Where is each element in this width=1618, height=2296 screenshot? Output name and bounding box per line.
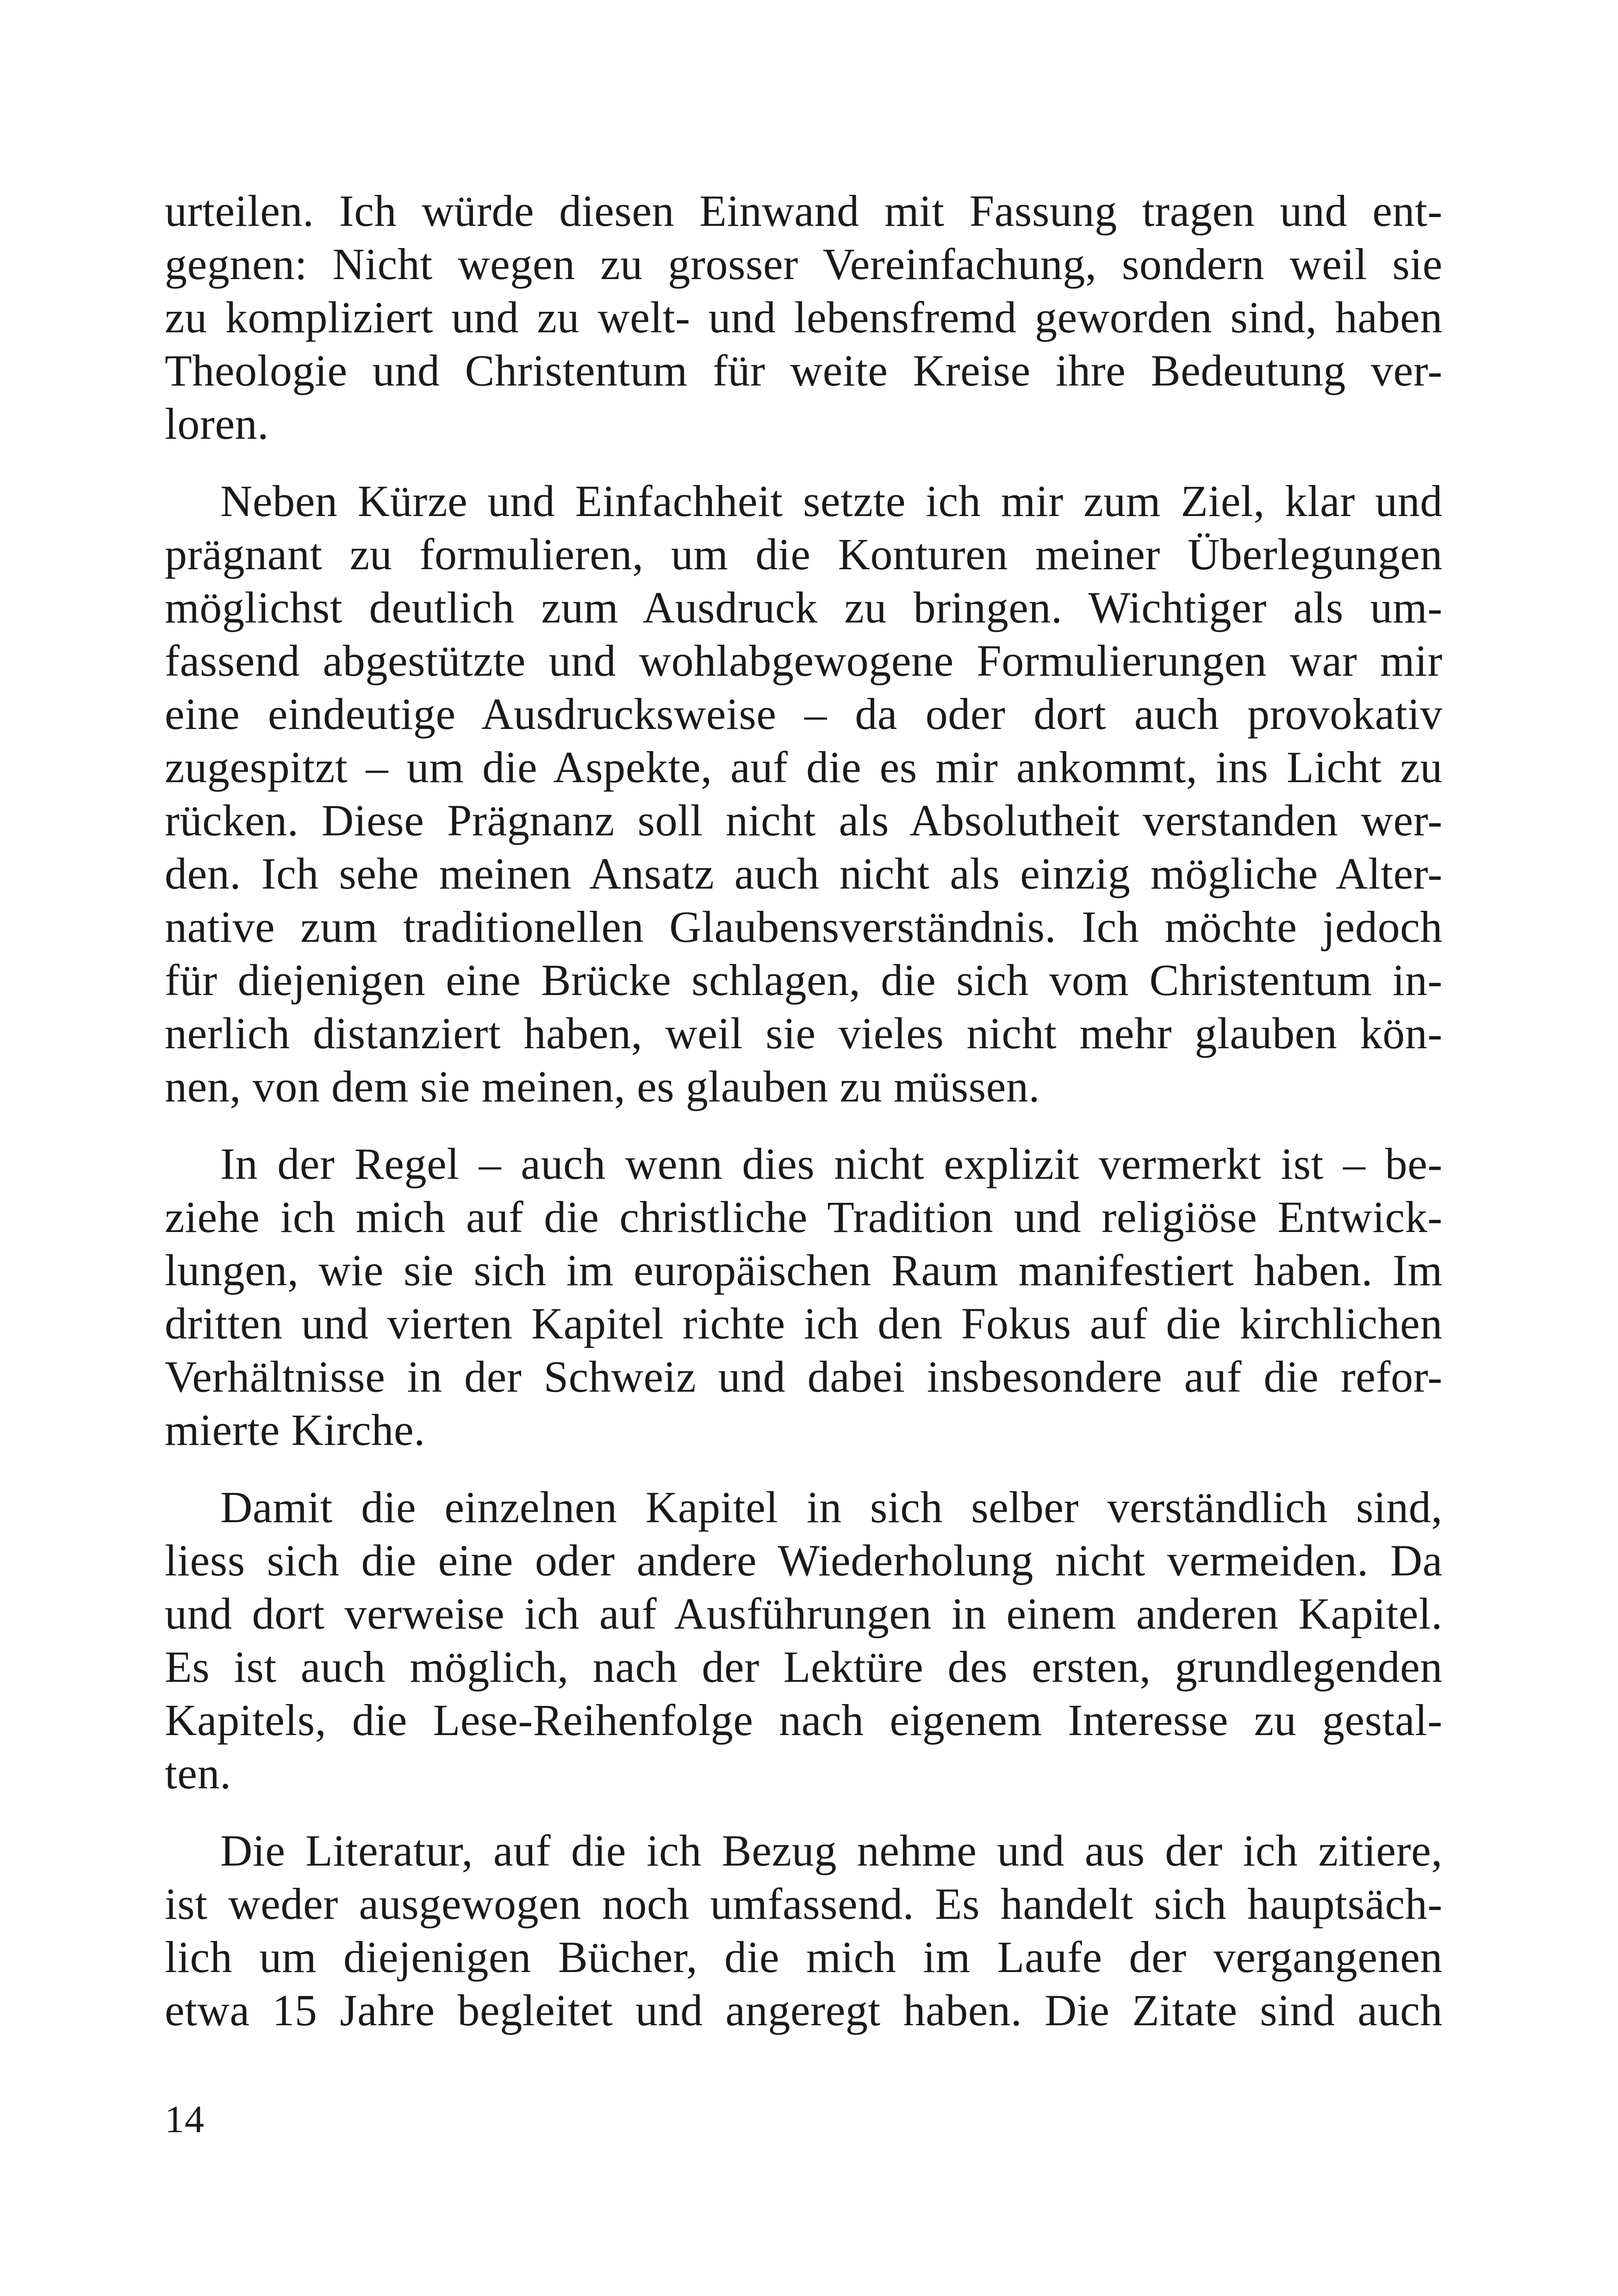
text-line: Neben Kürze und Einfachheit setzte ich mir zum Ziel, klar und bbox=[220, 476, 1443, 526]
text-line: eine eindeutige Ausdrucksweise – da oder dort auch provokativ bbox=[165, 689, 1443, 739]
text-line: etwa 15 Jahre begleitet und angeregt haben. Die Zitate sind auch bbox=[165, 1985, 1443, 2035]
text-line: native zum traditionellen Glaubensverständnis. Ich möchte jedoch bbox=[165, 902, 1443, 952]
text-line: Verhältnisse in der Schweiz und dabei insbesondere auf die refor- bbox=[165, 1352, 1443, 1401]
text-line: für diejenigen eine Brücke schlagen, die sich vom Christentum in- bbox=[165, 955, 1443, 1005]
text-line: ist weder ausgewogen noch umfassend. Es handelt sich hauptsäch- bbox=[165, 1879, 1443, 1929]
text-line: nen, von dem sie meinen, es glauben zu müssen. bbox=[165, 1062, 1040, 1111]
paragraph bbox=[165, 1137, 1443, 1456]
text-line: zugespitzt – um die Aspekte, auf die es mir ankommt, ins Licht zu bbox=[165, 742, 1443, 792]
text-line: fassend abgestützte und wohlabgewogene Formulierungen war mir bbox=[165, 636, 1443, 685]
text-line: In der Regel – auch wenn dies nicht explizit vermerkt ist – be- bbox=[220, 1139, 1443, 1188]
paragraph bbox=[165, 1481, 1443, 1800]
text-line: Es ist auch möglich, nach der Lektüre des ersten, grundlegenden bbox=[165, 1642, 1443, 1692]
text-line: prägnant zu formulieren, um die Konturen meiner Überlegungen bbox=[165, 529, 1443, 579]
text-line: lich um diejenigen Bücher, die mich im Laufe der vergangenen bbox=[165, 1932, 1443, 1982]
text-line: zu kompliziert und zu welt- und lebensfremd geworden sind, haben bbox=[165, 292, 1443, 342]
page-number: 14 bbox=[165, 2098, 205, 2141]
text-line: urteilen. Ich würde diesen Einwand mit Fassung tragen und ent- bbox=[165, 186, 1443, 236]
text-line: dritten und vierten Kapitel richte ich den Fokus auf die kirchlichen bbox=[165, 1299, 1443, 1348]
text-line: ten. bbox=[165, 1748, 231, 1798]
paragraph bbox=[165, 184, 1443, 450]
text-line: Theologie und Christentum für weite Kreise ihre Bedeutung ver- bbox=[165, 346, 1443, 395]
text-line: liess sich die eine oder andere Wiederholung nicht vermeiden. Da bbox=[165, 1536, 1443, 1585]
text-line: Kapitels, die Lese-Reihenfolge nach eigenem Interesse zu gestal- bbox=[165, 1695, 1443, 1745]
text-line: ziehe ich mich auf die christliche Tradition und religiöse Entwick- bbox=[165, 1192, 1443, 1242]
paragraph bbox=[165, 474, 1443, 1113]
text-line: lungen, wie sie sich im europäischen Raum manifestiert haben. Im bbox=[165, 1245, 1443, 1295]
text-line: Damit die einzelnen Kapitel in sich selber verständlich sind, bbox=[220, 1482, 1443, 1532]
text-line: und dort verweise ich auf Ausführungen in einem anderen Kapitel. bbox=[165, 1589, 1443, 1638]
body-text bbox=[165, 184, 1443, 2061]
text-line: rücken. Diese Prägnanz soll nicht als Absolutheit verstanden wer- bbox=[165, 796, 1443, 845]
paragraph bbox=[165, 1824, 1443, 2037]
text-line: den. Ich sehe meinen Ansatz auch nicht als einzig mögliche Alter- bbox=[165, 849, 1443, 898]
text-line: gegnen: Nicht wegen zu grosser Vereinfachung, sondern weil sie bbox=[165, 239, 1443, 289]
text-line: nerlich distanziert haben, weil sie vieles nicht mehr glauben kön- bbox=[165, 1008, 1443, 1058]
text-line: loren. bbox=[165, 399, 269, 448]
text-line: Die Literatur, auf die ich Bezug nehme und aus der ich zitiere, bbox=[220, 1826, 1443, 1875]
text-line: mierte Kirche. bbox=[165, 1405, 425, 1455]
text-line: möglichst deutlich zum Ausdruck zu bringen. Wichtiger als um- bbox=[165, 583, 1443, 632]
